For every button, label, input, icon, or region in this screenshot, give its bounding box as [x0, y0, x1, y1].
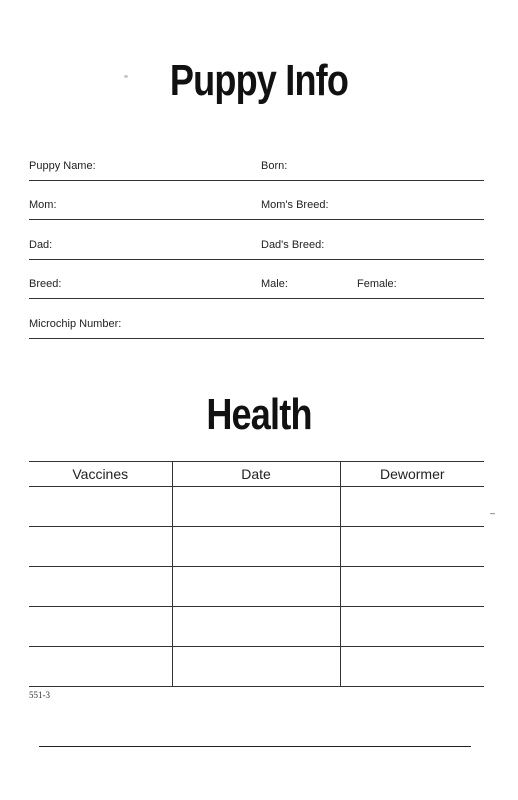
label-female: Female: — [357, 278, 397, 290]
dewormer-cell — [340, 647, 484, 687]
row-puppy-name-born — [29, 158, 484, 181]
label-breed: Breed: — [29, 278, 62, 290]
dewormer-cell — [340, 527, 484, 567]
table-row — [29, 487, 484, 527]
date-cell — [172, 607, 340, 647]
date-cell — [172, 567, 340, 607]
form-code: 551-3 — [29, 690, 50, 700]
vaccine-cell — [29, 567, 172, 607]
table-row — [29, 607, 484, 647]
label-dad: Dad: — [29, 239, 53, 251]
vaccine-cell — [29, 487, 172, 527]
signature-line — [39, 746, 471, 747]
ink-speck: ’’ — [124, 74, 128, 84]
dewormer-cell — [340, 487, 484, 527]
label-born: Born: — [261, 160, 288, 172]
row-mom — [29, 197, 484, 220]
label-microchip: Microchip Number: — [29, 318, 122, 330]
label-male: Male: — [261, 278, 288, 290]
vaccine-cell — [29, 607, 172, 647]
dewormer-cell — [340, 607, 484, 647]
label-dads-breed: Dad's Breed: — [261, 239, 325, 251]
column-header-date: Date — [172, 462, 340, 487]
label-moms-breed: Mom's Breed: — [261, 199, 329, 211]
table-row — [29, 527, 484, 567]
vaccine-cell — [29, 647, 172, 687]
table-row — [29, 567, 484, 607]
date-cell — [172, 487, 340, 527]
date-cell — [172, 527, 340, 567]
vaccine-cell — [29, 527, 172, 567]
health-table — [29, 461, 484, 687]
health-title: Health — [206, 390, 312, 439]
ink-speck: ‒ — [490, 508, 496, 518]
label-mom: Mom: — [29, 199, 57, 211]
column-header-dewormer: Dewormer — [340, 462, 484, 487]
label-puppy-name: Puppy Name: — [29, 160, 96, 172]
date-cell — [172, 647, 340, 687]
dewormer-cell — [340, 567, 484, 607]
health-header-row — [29, 462, 484, 487]
table-row — [29, 647, 484, 687]
puppy-info-title: Puppy Info — [169, 56, 349, 105]
row-breed-sex — [29, 276, 484, 299]
column-header-vaccines: Vaccines — [29, 462, 172, 487]
row-dad — [29, 237, 484, 260]
row-microchip — [29, 316, 484, 339]
